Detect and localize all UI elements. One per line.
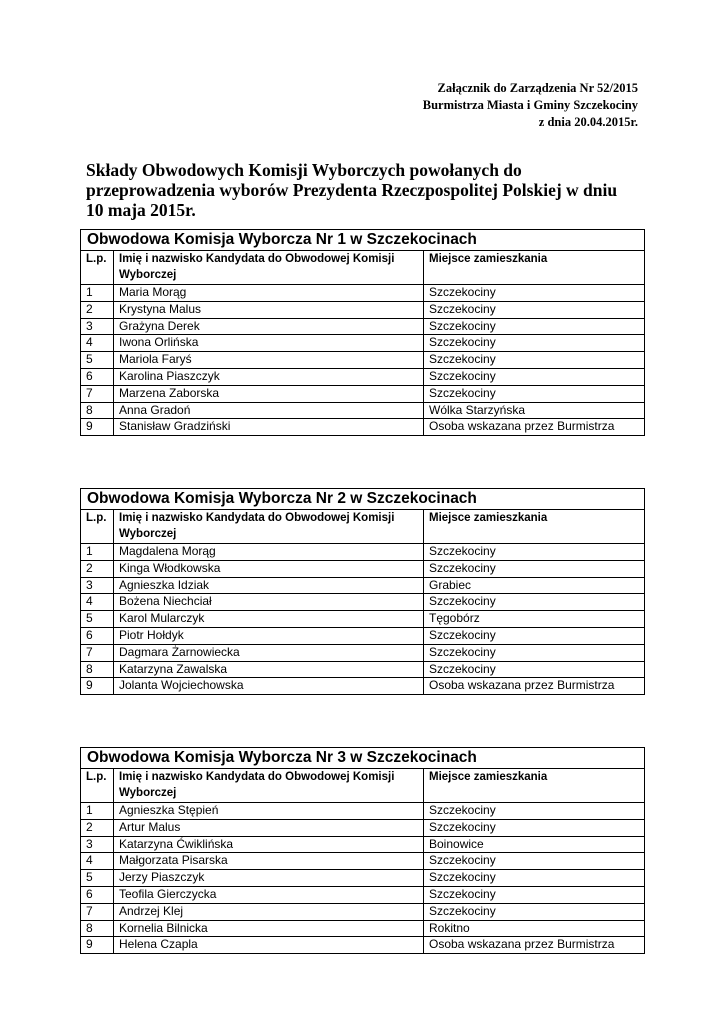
row-lp: 1 <box>81 803 114 820</box>
title-line-2: przeprowadzenia wyborów Prezydenta Rzeczpospolitej Polskiej w dniu <box>86 180 618 200</box>
table-row <box>81 368 645 385</box>
document-title <box>86 160 646 220</box>
column-header-lp: L.p. <box>81 251 114 285</box>
row-lp: 5 <box>81 611 114 628</box>
table-row <box>81 661 645 678</box>
row-name: Dagmara Żarnowiecka <box>114 644 424 661</box>
column-header-name: Imię i nazwisko Kandydata do Obwodowej Komisji Wyborczej <box>114 251 424 285</box>
table-row <box>81 819 645 836</box>
row-lp: 2 <box>81 819 114 836</box>
row-place: Szczekociny <box>424 335 645 352</box>
row-lp: 4 <box>81 594 114 611</box>
row-lp: 1 <box>81 544 114 561</box>
row-name: Piotr Hołdyk <box>114 627 424 644</box>
table-row <box>81 803 645 820</box>
commission-title: Obwodowa Komisja Wyborcza Nr 2 w Szczekocinach <box>81 489 645 510</box>
row-lp: 6 <box>81 886 114 903</box>
row-lp: 7 <box>81 644 114 661</box>
table-row <box>81 285 645 302</box>
row-place: Osoba wskazana przez Burmistrza <box>424 937 645 954</box>
table-row <box>81 853 645 870</box>
row-place: Osoba wskazana przez Burmistrza <box>424 419 645 436</box>
row-name: Katarzyna Zawalska <box>114 661 424 678</box>
row-lp: 8 <box>81 402 114 419</box>
row-lp: 1 <box>81 285 114 302</box>
table-row <box>81 627 645 644</box>
row-place: Szczekociny <box>424 352 645 369</box>
row-lp: 7 <box>81 903 114 920</box>
row-name: Krystyna Malus <box>114 301 424 318</box>
commission-title: Obwodowa Komisja Wyborcza Nr 3 w Szczekocinach <box>81 748 645 769</box>
row-name: Karol Mularczyk <box>114 611 424 628</box>
table-row <box>81 352 645 369</box>
row-name: Mariola Faryś <box>114 352 424 369</box>
row-lp: 2 <box>81 301 114 318</box>
row-place: Szczekociny <box>424 886 645 903</box>
commission-table-3 <box>80 747 645 954</box>
row-name: Helena Czapla <box>114 937 424 954</box>
row-lp: 8 <box>81 661 114 678</box>
row-lp: 6 <box>81 368 114 385</box>
commission-title: Obwodowa Komisja Wyborcza Nr 1 w Szczekocinach <box>81 230 645 251</box>
table-row <box>81 678 645 695</box>
row-place: Szczekociny <box>424 385 645 402</box>
table-row <box>81 335 645 352</box>
table-row <box>81 836 645 853</box>
row-name: Teofila Gierczycka <box>114 886 424 903</box>
table-header-row <box>81 769 645 803</box>
row-place: Osoba wskazana przez Burmistrza <box>424 678 645 695</box>
row-lp: 9 <box>81 419 114 436</box>
row-place: Wólka Starzyńska <box>424 402 645 419</box>
column-header-place: Miejsce zamieszkania <box>424 251 645 285</box>
row-place: Boinowice <box>424 836 645 853</box>
row-lp: 2 <box>81 560 114 577</box>
row-lp: 4 <box>81 853 114 870</box>
row-place: Szczekociny <box>424 627 645 644</box>
title-line-1: Składy Obwodowych Komisji Wyborczych powołanych do <box>86 160 522 180</box>
row-place: Rokitno <box>424 920 645 937</box>
row-place: Szczekociny <box>424 819 645 836</box>
row-place: Szczekociny <box>424 644 645 661</box>
row-lp: 3 <box>81 836 114 853</box>
row-name: Iwona Orlińska <box>114 335 424 352</box>
attachment-line-1: Załącznik do Zarządzenia Nr 52/2015 <box>437 81 638 95</box>
row-place: Szczekociny <box>424 903 645 920</box>
row-place: Szczekociny <box>424 853 645 870</box>
row-name: Marzena Zaborska <box>114 385 424 402</box>
row-place: Szczekociny <box>424 803 645 820</box>
column-header-lp: L.p. <box>81 510 114 544</box>
table-row <box>81 385 645 402</box>
row-name: Jolanta Wojciechowska <box>114 678 424 695</box>
row-lp: 3 <box>81 577 114 594</box>
table-row <box>81 611 645 628</box>
row-lp: 9 <box>81 678 114 695</box>
row-place: Szczekociny <box>424 661 645 678</box>
attachment-line-2: Burmistrza Miasta i Gminy Szczekociny <box>422 98 638 112</box>
row-name: Artur Malus <box>114 819 424 836</box>
attachment-header <box>423 80 638 131</box>
row-name: Bożena Niechciał <box>114 594 424 611</box>
row-lp: 5 <box>81 870 114 887</box>
table-row <box>81 594 645 611</box>
table-row <box>81 577 645 594</box>
row-name: Anna Gradoń <box>114 402 424 419</box>
row-lp: 5 <box>81 352 114 369</box>
row-name: Karolina Piaszczyk <box>114 368 424 385</box>
row-lp: 6 <box>81 627 114 644</box>
attachment-line-3: z dnia 20.04.2015r. <box>538 115 638 129</box>
table-row <box>81 419 645 436</box>
row-place: Szczekociny <box>424 285 645 302</box>
column-header-place: Miejsce zamieszkania <box>424 510 645 544</box>
row-lp: 3 <box>81 318 114 335</box>
column-header-lp: L.p. <box>81 769 114 803</box>
table-row <box>81 318 645 335</box>
table-header-row <box>81 510 645 544</box>
row-place: Szczekociny <box>424 870 645 887</box>
table-row <box>81 644 645 661</box>
table-row <box>81 544 645 561</box>
table-row <box>81 560 645 577</box>
row-place: Szczekociny <box>424 318 645 335</box>
row-place: Grabiec <box>424 577 645 594</box>
table-row <box>81 920 645 937</box>
table-row <box>81 402 645 419</box>
row-name: Agnieszka Stępień <box>114 803 424 820</box>
row-place: Szczekociny <box>424 368 645 385</box>
row-name: Andrzej Klej <box>114 903 424 920</box>
row-name: Agnieszka Idziak <box>114 577 424 594</box>
table-row <box>81 870 645 887</box>
row-place: Szczekociny <box>424 560 645 577</box>
column-header-name: Imię i nazwisko Kandydata do Obwodowej Komisji Wyborczej <box>114 769 424 803</box>
row-lp: 8 <box>81 920 114 937</box>
table-header-row <box>81 251 645 285</box>
commission-table-2 <box>80 488 645 695</box>
column-header-name: Imię i nazwisko Kandydata do Obwodowej Komisji Wyborczej <box>114 510 424 544</box>
row-lp: 7 <box>81 385 114 402</box>
row-name: Małgorzata Pisarska <box>114 853 424 870</box>
row-name: Kinga Włodkowska <box>114 560 424 577</box>
row-name: Jerzy Piaszczyk <box>114 870 424 887</box>
row-place: Szczekociny <box>424 544 645 561</box>
column-header-place: Miejsce zamieszkania <box>424 769 645 803</box>
commission-table-1 <box>80 229 645 436</box>
row-place: Szczekociny <box>424 301 645 318</box>
row-place: Tęgobórz <box>424 611 645 628</box>
row-name: Katarzyna Ćwiklińska <box>114 836 424 853</box>
row-name: Stanisław Gradziński <box>114 419 424 436</box>
title-line-3: 10 maja 2015r. <box>86 200 196 220</box>
row-place: Szczekociny <box>424 594 645 611</box>
row-name: Kornelia Bilnicka <box>114 920 424 937</box>
row-lp: 4 <box>81 335 114 352</box>
table-row <box>81 937 645 954</box>
table-row <box>81 301 645 318</box>
row-name: Grażyna Derek <box>114 318 424 335</box>
row-name: Maria Morąg <box>114 285 424 302</box>
row-lp: 9 <box>81 937 114 954</box>
table-row <box>81 886 645 903</box>
table-row <box>81 903 645 920</box>
row-name: Magdalena Morąg <box>114 544 424 561</box>
